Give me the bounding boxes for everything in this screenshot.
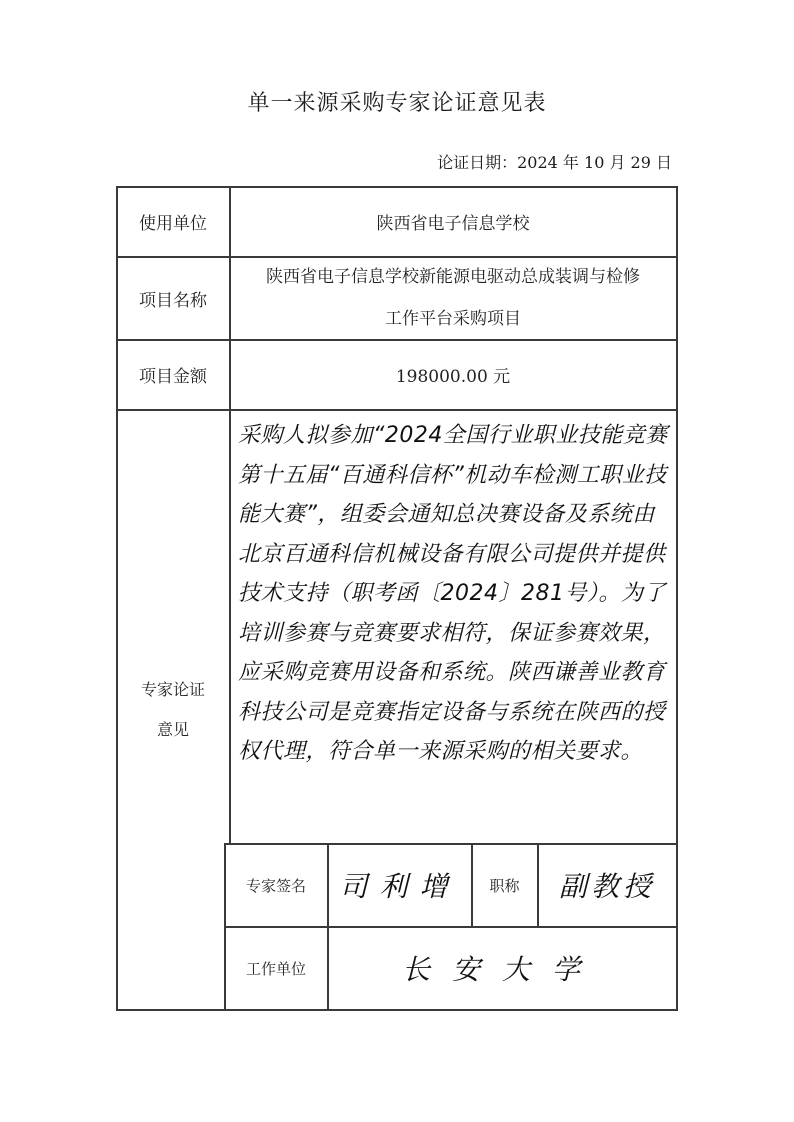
- project-amount-label: 项目金额: [139, 367, 207, 387]
- professional-title-value: 副教授: [558, 870, 655, 903]
- work-unit-value: 长安大学: [401, 953, 602, 986]
- work-unit-label: 工作单位: [245, 959, 306, 978]
- professional-title-label: 职称: [489, 876, 520, 895]
- project-amount-value: 198000.00 元: [395, 367, 511, 387]
- project-name-label: 项目名称: [139, 290, 207, 311]
- expert-signature-value: 司利增: [339, 870, 460, 903]
- document-title: 单一来源采购专家论证意见表: [247, 91, 547, 116]
- project-name-line1: 陕西省电子信息学校新能源电驱动总成装调与检修: [266, 267, 640, 287]
- date-value: 2024 年 10 月 29 日: [517, 153, 672, 172]
- expert-opinion-label-line1: 专家论证: [140, 680, 205, 699]
- expert-signature-label: 专家签名: [245, 876, 306, 895]
- expert-opinion-handwritten-text: 采购人拟参加“2024全国行业职业技能竞赛第十五届“百通科信杯”机动车检测工职业技能大赛”，组委会通知总决赛设备及系统由北京百通科信机械设备有限公司提供并提供技术支持（职考函〔2024〕281号）。为了培训参赛与竞赛要求相符，保证参赛效果，应采购竞赛用设备和系统。陕西谦善业教育科技公司是竞赛指定设备与系统在陕西的授权代理，符合单一来源采购的相关要求。: [238, 423, 668, 764]
- table-border-right: [676, 186, 678, 1011]
- project-name-value: [230, 257, 676, 339]
- project-name-line2: 工作平台采购项目: [385, 309, 521, 329]
- date-label: 论证日期：: [437, 153, 518, 172]
- using-unit-label: 使用单位: [139, 214, 207, 234]
- assessment-date: [437, 150, 672, 173]
- using-unit-value: 陕西省电子信息学校: [376, 214, 530, 234]
- expert-opinion-label-line2: 意见: [156, 720, 189, 739]
- expert-opinion-label: [117, 410, 229, 1010]
